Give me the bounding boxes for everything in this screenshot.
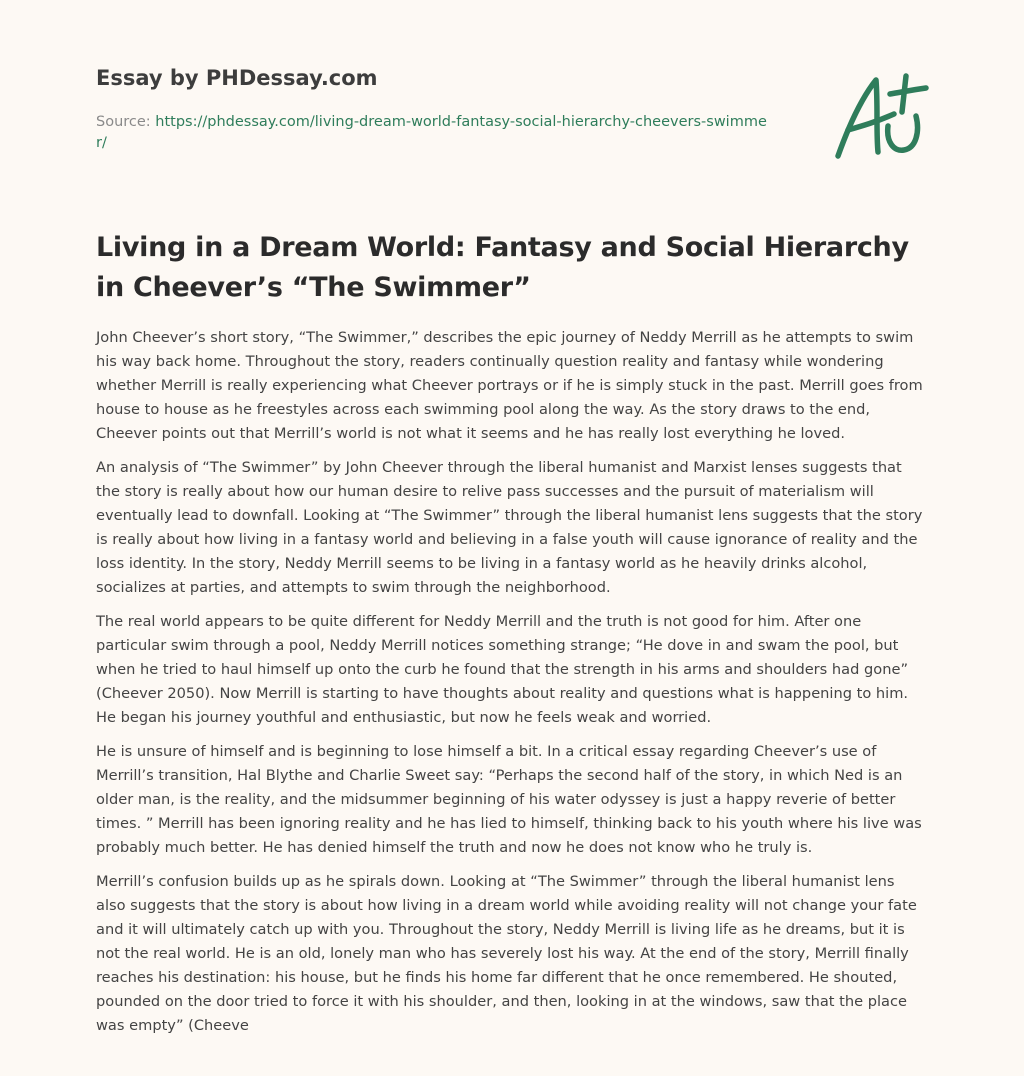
source-link[interactable]: https://phdessay.com/living-dream-world-fantasy-social-hierarchy-cheevers-swimmer/ (96, 114, 767, 151)
essay-title: Living in a Dream World: Fantasy and Social Hierarchy in Cheever’s “The Swimmer” (96, 232, 909, 303)
essay-paragraph: Merrill’s confusion builds up as he spirals down. Looking at “The Swimmer” through the liberal humanist lens also suggests that the story is about how living in a dream world while avoiding reality will not change your fate and it will ultimately catch up with you. Throughout the story, Neddy Merrill is living life as he dreams, but it is not the real world. He is an old, lonely man who has severely lost his way. At the end of the story, Merrill finally reaches his destination: his house, but he finds his home far different that he once remembered. He shouted, pounded on the door tried to force it with his shoulder, and then, looking in at the windows, saw that the place was empty” (Cheeve (96, 873, 917, 1034)
essay-paragraph: An analysis of “The Swimmer” by John Cheever through the liberal humanist and Marxist lenses suggests that the story is really about how our human desire to relive pass successes and the pursuit of materialism will eventually lead to downfall. Looking at “The Swimmer” through the liberal humanist lens suggests that the story is really about how living in a fantasy world and believing in a false youth will cause ignorance of reality and the loss identity. In the story, Neddy Merrill seems to be living in a fantasy world as he heavily drinks alcohol, socializes at parties, and attempts to swim through the neighborhood. (96, 459, 923, 596)
a-plus-logo-icon (832, 68, 934, 164)
essay-body (96, 326, 928, 1038)
essay-paragraph: He is unsure of himself and is beginning to lose himself a bit. In a critical essay regarding Cheever’s use of Merrill’s transition, Hal Blythe and Charlie Sweet say: “Perhaps the second half of the story, in which Ned is an older man, is the reality, and the midsummer beginning of his water odyssey is just a happy reverie of better times. ” Merrill has been ignoring reality and he has lied to himself, thinking back to his youth where his live was probably much better. He has denied himself the truth and now he does not know who he truly is. (96, 743, 922, 856)
essay-paragraph: The real world appears to be quite different for Neddy Merrill and the truth is not good for him. After one particular swim through a pool, Neddy Merrill notices something strange; “He dove in and swam the pool, but when he tried to haul himself up onto the curb he found that the strength in his arms and shoulders had gone” (Cheever 2050). Now Merrill is starting to have thoughts about reality and questions what is happening to him. He began his journey youthful and enthusiastic, but now he feels weak and worried. (96, 613, 909, 726)
source-line (96, 112, 776, 154)
site-brand: Essay by PHDessay.com (96, 66, 378, 90)
essay-paragraph: John Cheever’s short story, “The Swimmer,” describes the epic journey of Neddy Merrill as he attempts to swim his way back home. Throughout the story, readers continually question reality and fantasy while wondering whether Merrill is really experiencing what Cheever portrays or if he is simply stuck in the past. Merrill goes from house to house as he freestyles across each swimming pool along the way. As the story draws to the end, Cheever points out that Merrill’s world is not what it seems and he has really lost everything he loved. (96, 329, 923, 442)
source-label: Source: (96, 114, 156, 130)
page-header (96, 0, 928, 200)
